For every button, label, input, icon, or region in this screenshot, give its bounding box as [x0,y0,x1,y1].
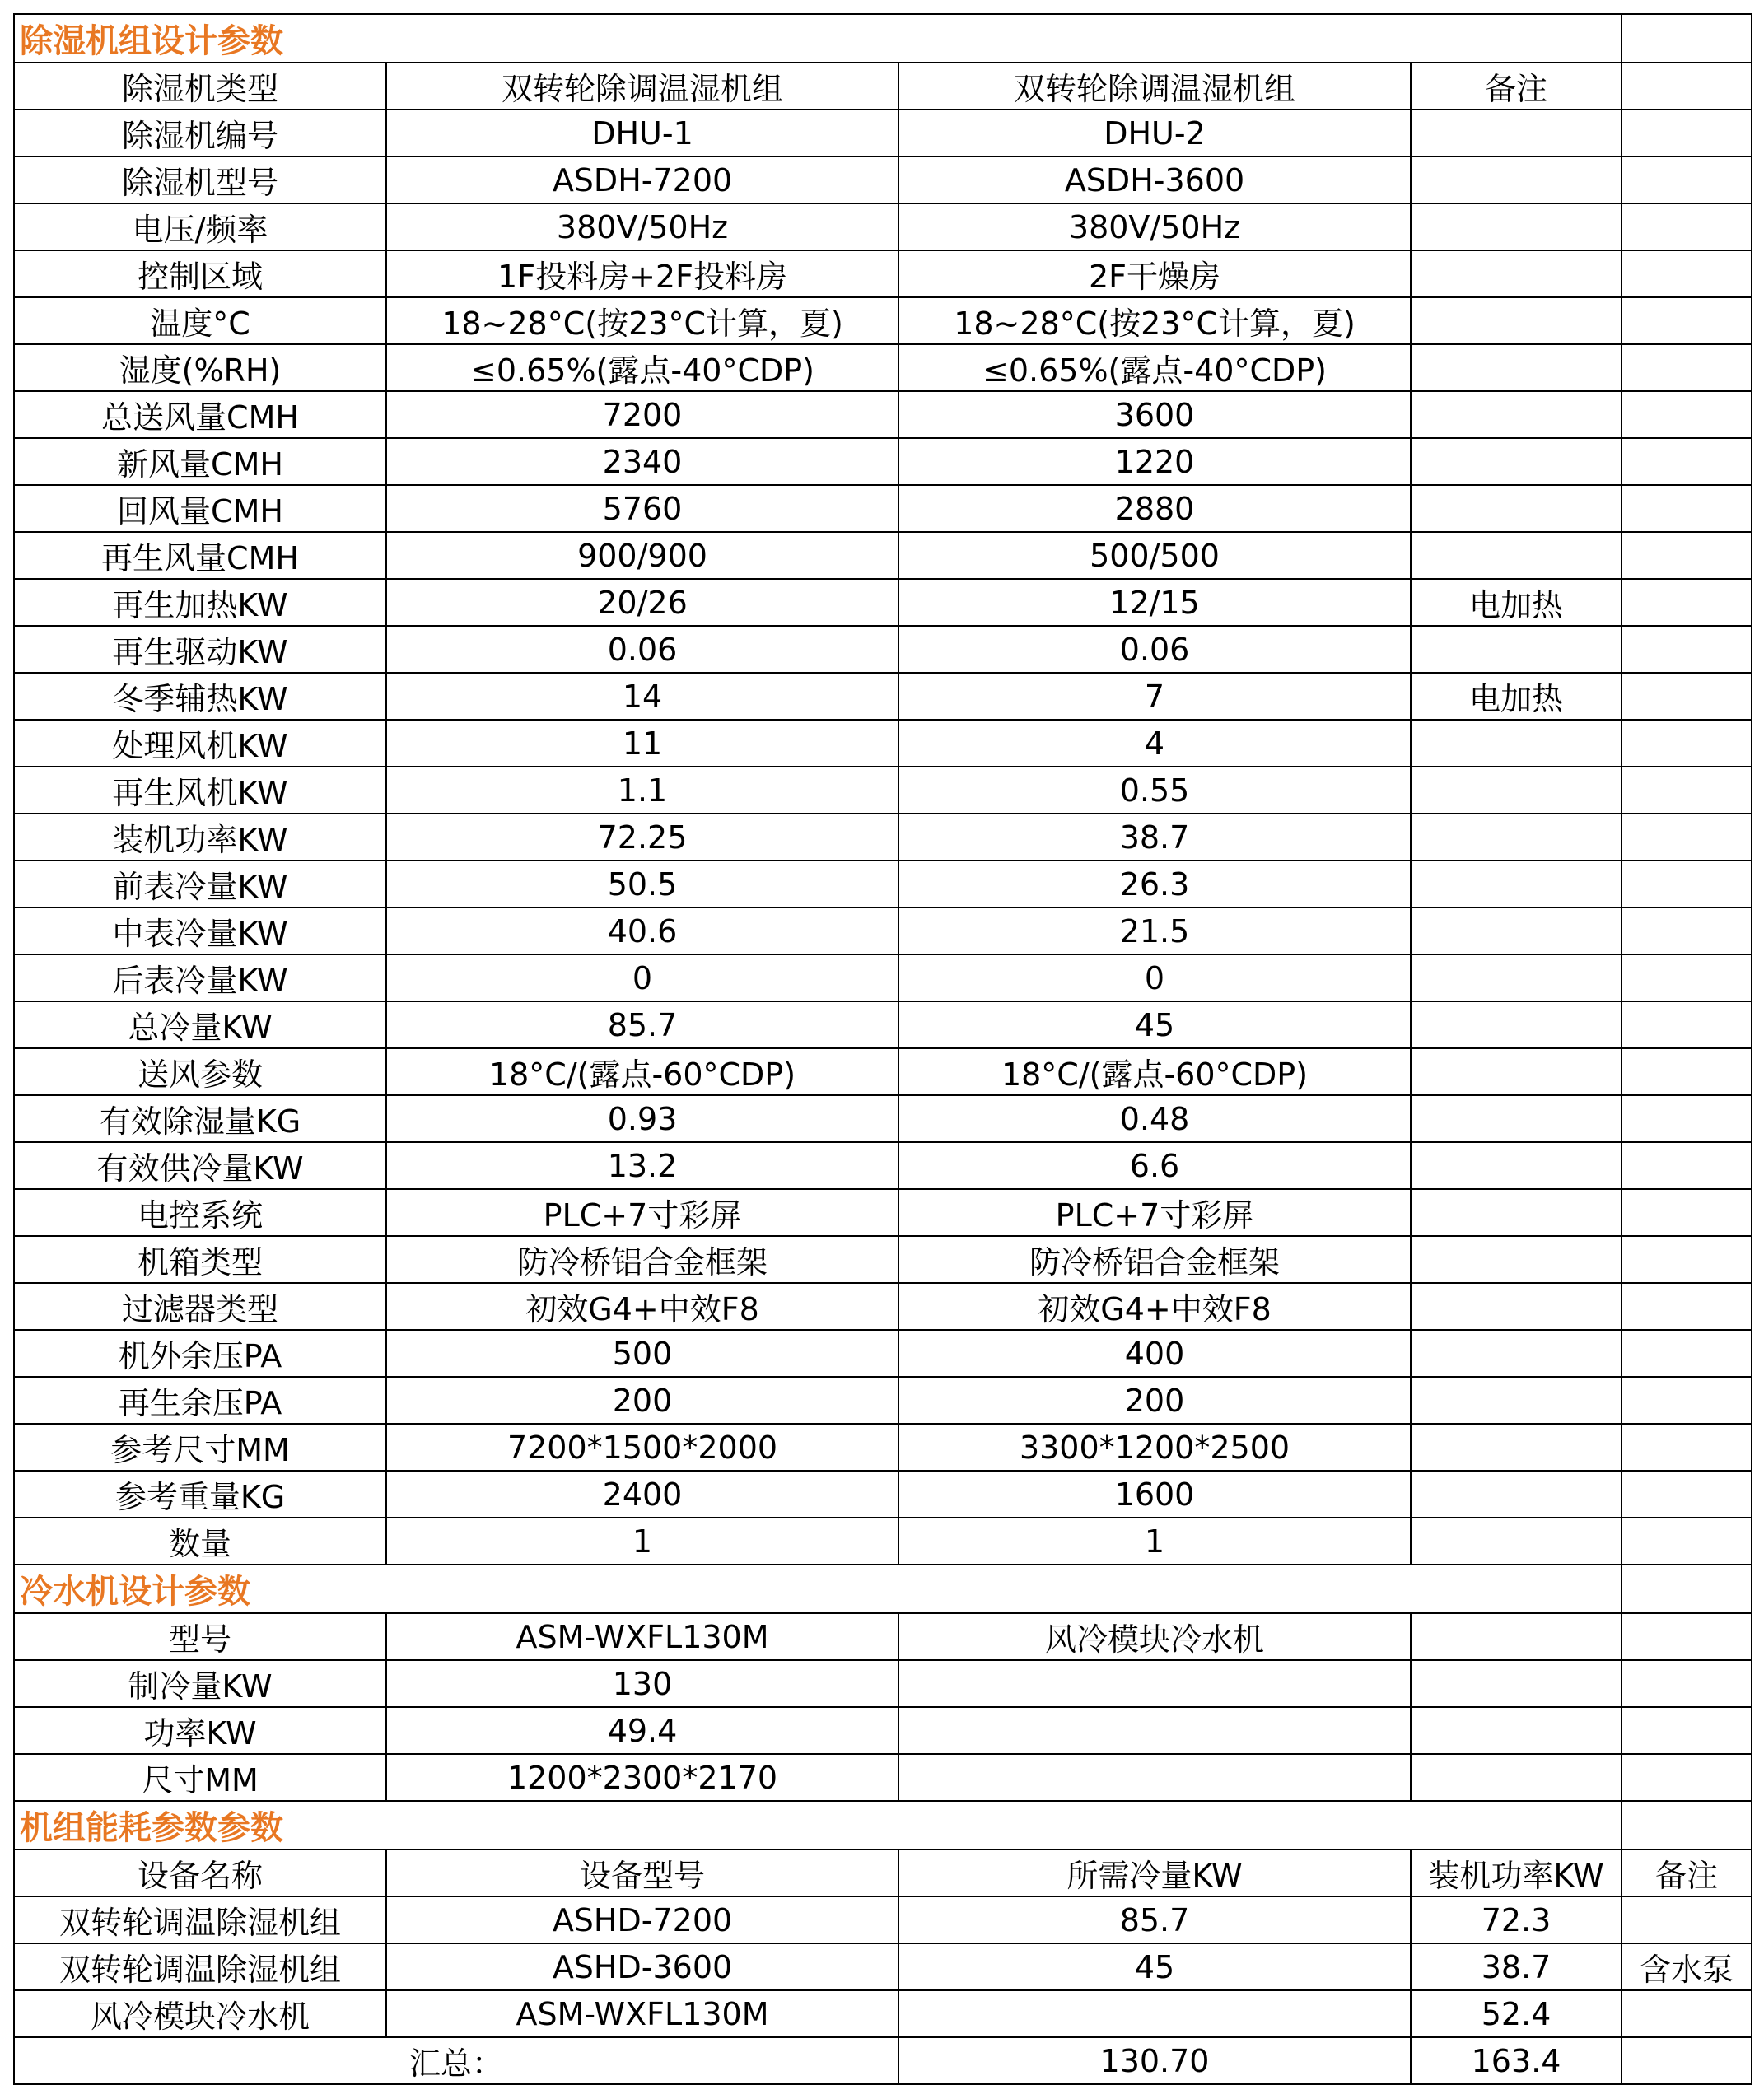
remark-cell[interactable] [1411,861,1622,907]
empty-cell[interactable] [1622,1660,1752,1707]
remark-cell[interactable] [1411,767,1622,814]
table-row [14,1754,1752,1801]
table-row [14,1896,1752,1943]
remark-cell[interactable]: 电加热 [1411,579,1622,626]
value-dhu-2[interactable]: 防冷桥铝合金框架 [898,1236,1411,1283]
table-row [14,720,1752,767]
empty-cell[interactable] [1622,1471,1752,1518]
value-dhu-2[interactable]: 2F干燥房 [898,250,1411,297]
empty-cell[interactable] [1622,1377,1752,1424]
remark-cell[interactable] [1411,1283,1622,1330]
value-dhu-1[interactable]: 7200*1500*2000 [386,1424,898,1471]
value-dhu-1[interactable]: 18~28°C(按23°C计算，夏) [386,297,898,344]
param-label[interactable]: 除湿机类型 [14,63,386,110]
value-dhu-1[interactable]: 2400 [386,1471,898,1518]
empty-cell[interactable] [1622,1189,1752,1236]
value-dhu-2[interactable]: 200 [898,1377,1411,1424]
value-dhu-2[interactable]: 12/15 [898,579,1411,626]
param-label[interactable]: 再生加热KW [14,579,386,626]
empty-cell[interactable] [1622,1048,1752,1095]
value-dhu-1[interactable]: 380V/50Hz [386,203,898,250]
value-dhu-2[interactable]: 500/500 [898,532,1411,579]
empty-cell[interactable] [1622,1424,1752,1471]
empty-cell[interactable] [1622,391,1752,438]
table-row [14,861,1752,907]
remark-cell[interactable] [1411,1754,1622,1801]
empty-cell[interactable] [1622,861,1752,907]
value-dhu-1[interactable]: 500 [386,1330,898,1377]
value-dhu-2[interactable]: 1600 [898,1471,1411,1518]
param-label[interactable]: 湿度(%RH) [14,344,386,391]
value-dhu-1[interactable]: 1.1 [386,767,898,814]
empty-cell[interactable] [1622,1754,1752,1801]
device-name[interactable]: 双转轮调温除湿机组 [14,1943,386,1990]
section-row-energy [14,1801,1752,1849]
section-title-chiller[interactable]: 冷水机设计参数 [14,1565,1622,1613]
value-dhu-1[interactable]: 18°C/(露点-60°CDP) [386,1048,898,1095]
param-label[interactable]: 型号 [14,1613,386,1660]
param-label[interactable]: 后表冷量KW [14,954,386,1001]
empty-cell[interactable] [1622,438,1752,485]
param-label[interactable]: 回风量CMH [14,485,386,532]
remark-cell[interactable] [1411,814,1622,861]
remark-cell[interactable] [1411,1189,1622,1236]
value-chiller[interactable]: ASM-WXFL130M [386,1613,898,1660]
value-dhu-1[interactable]: 13.2 [386,1142,898,1189]
remark-cell[interactable] [1411,250,1622,297]
table-row [14,250,1752,297]
table-row [14,767,1752,814]
value-chiller-type[interactable] [898,1660,1411,1707]
param-label[interactable]: 再生风量CMH [14,532,386,579]
value-dhu-2[interactable]: 45 [898,1001,1411,1048]
value-dhu-1[interactable]: 防冷桥铝合金框架 [386,1236,898,1283]
value-chiller-type[interactable] [898,1754,1411,1801]
value-dhu-2[interactable]: 26.3 [898,861,1411,907]
value-dhu-2[interactable]: 400 [898,1330,1411,1377]
value-dhu-2[interactable]: ≤0.65%(露点-40°CDP) [898,344,1411,391]
table-row [14,954,1752,1001]
param-label[interactable]: 中表冷量KW [14,907,386,954]
value-dhu-1[interactable]: 初效G4+中效F8 [386,1283,898,1330]
param-label[interactable]: 电控系统 [14,1189,386,1236]
remark-cell[interactable] [1411,1518,1622,1565]
value-dhu-2[interactable]: PLC+7寸彩屏 [898,1189,1411,1236]
value-dhu-1[interactable]: 0.93 [386,1095,898,1142]
value-dhu-1[interactable]: ≤0.65%(露点-40°CDP) [386,344,898,391]
empty-cell[interactable] [1622,203,1752,250]
empty-cell[interactable] [1622,63,1752,110]
remark-cell[interactable] [1411,907,1622,954]
empty-cell[interactable] [1622,14,1752,63]
value-dhu-2[interactable]: 21.5 [898,907,1411,954]
param-label[interactable]: 除湿机编号 [14,110,386,156]
param-label[interactable]: 制冷量KW [14,1660,386,1707]
empty-cell[interactable] [1622,110,1752,156]
empty-cell[interactable] [1622,250,1752,297]
table-row [14,1236,1752,1283]
device-name[interactable]: 风冷模块冷水机 [14,1990,386,2037]
empty-cell[interactable] [1622,1283,1752,1330]
table-row [14,156,1752,203]
remark-cell[interactable]: 含水泵 [1622,1943,1752,1990]
value-dhu-1[interactable]: ASDH-7200 [386,156,898,203]
table-row [14,1660,1752,1707]
table-row [14,1518,1752,1565]
empty-cell[interactable] [1622,297,1752,344]
value-dhu-2[interactable]: 18°C/(露点-60°CDP) [898,1048,1411,1095]
table-row [14,203,1752,250]
param-label[interactable]: 数量 [14,1518,386,1565]
installed-power[interactable]: 38.7 [1411,1943,1622,1990]
value-dhu-1[interactable]: 11 [386,720,898,767]
param-label[interactable]: 有效供冷量KW [14,1142,386,1189]
param-label[interactable]: 过滤器类型 [14,1283,386,1330]
section-row-dehumidifier [14,14,1752,63]
empty-cell[interactable] [1622,1801,1752,1849]
header-row [14,1849,1752,1896]
table-row [14,485,1752,532]
remark-cell[interactable] [1411,626,1622,673]
param-label[interactable]: 尺寸MM [14,1754,386,1801]
empty-cell[interactable] [1622,626,1752,673]
table-row [14,1001,1752,1048]
empty-cell[interactable] [1622,907,1752,954]
empty-cell[interactable] [1622,673,1752,720]
value-dhu-2[interactable]: 0 [898,954,1411,1001]
param-label[interactable]: 功率KW [14,1707,386,1754]
param-label[interactable]: 控制区域 [14,250,386,297]
remark-cell[interactable] [1411,156,1622,203]
empty-cell[interactable] [1622,720,1752,767]
value-dhu-2[interactable]: 0.48 [898,1095,1411,1142]
remark-cell[interactable] [1411,1707,1622,1754]
param-label[interactable]: 新风量CMH [14,438,386,485]
param-label[interactable]: 机箱类型 [14,1236,386,1283]
value-dhu-1[interactable]: 1F投料房+2F投料房 [386,250,898,297]
table-row [14,1095,1752,1142]
installed-power[interactable]: 72.3 [1411,1896,1622,1943]
empty-cell[interactable] [1622,532,1752,579]
table-row [14,1189,1752,1236]
param-label[interactable]: 温度°C [14,297,386,344]
remark-cell[interactable] [1411,1330,1622,1377]
param-label[interactable]: 机外余压PA [14,1330,386,1377]
value-dhu-1[interactable]: 2340 [386,438,898,485]
remark-cell[interactable] [1411,532,1622,579]
param-label[interactable]: 总送风量CMH [14,391,386,438]
table-row [14,626,1752,673]
table-row [14,814,1752,861]
total-power[interactable]: 163.4 [1411,2037,1622,2084]
param-label[interactable]: 再生余压PA [14,1377,386,1424]
value-dhu-1[interactable]: 0.06 [386,626,898,673]
remark-cell[interactable] [1411,1377,1622,1424]
empty-cell[interactable] [1622,485,1752,532]
value-dhu-1[interactable]: 双转轮除调温湿机组 [386,63,898,110]
value-dhu-1[interactable]: 85.7 [386,1001,898,1048]
remark-cell[interactable] [1411,1001,1622,1048]
empty-cell[interactable] [1622,954,1752,1001]
table-row [14,907,1752,954]
remark-cell[interactable] [1411,1660,1622,1707]
value-dhu-2[interactable]: 1220 [898,438,1411,485]
total-cooling[interactable]: 130.70 [898,2037,1411,2084]
param-label[interactable]: 总冷量KW [14,1001,386,1048]
param-label[interactable]: 处理风机KW [14,720,386,767]
value-dhu-1[interactable]: 5760 [386,485,898,532]
value-dhu-2[interactable]: 0.55 [898,767,1411,814]
param-label[interactable]: 冬季辅热KW [14,673,386,720]
device-name[interactable]: 双转轮调温除湿机组 [14,1896,386,1943]
table-row [14,344,1752,391]
empty-cell[interactable] [1622,2037,1752,2084]
cooling-required[interactable] [898,1990,1411,2037]
empty-cell[interactable] [1622,1707,1752,1754]
parameter-sheet [13,13,1752,2085]
param-label[interactable]: 参考尺寸MM [14,1424,386,1471]
value-dhu-1[interactable]: 50.5 [386,861,898,907]
table-row [14,532,1752,579]
device-model[interactable]: ASM-WXFL130M [386,1990,898,2037]
remark-cell[interactable] [1411,297,1622,344]
remark-cell[interactable] [1411,1613,1622,1660]
remark-cell[interactable] [1411,954,1622,1001]
remark-cell[interactable] [1622,1990,1752,2037]
value-dhu-1[interactable]: 14 [386,673,898,720]
cooling-required[interactable]: 85.7 [898,1896,1411,1943]
empty-cell[interactable] [1622,1613,1752,1660]
value-dhu-2[interactable]: 6.6 [898,1142,1411,1189]
remark-cell[interactable] [1411,1236,1622,1283]
value-dhu-2[interactable]: 38.7 [898,814,1411,861]
param-label[interactable]: 前表冷量KW [14,861,386,907]
value-chiller[interactable]: 49.4 [386,1707,898,1754]
param-label[interactable]: 参考重量KG [14,1471,386,1518]
remark-cell[interactable] [1411,1142,1622,1189]
param-label[interactable]: 再生驱动KW [14,626,386,673]
param-label[interactable]: 再生风机KW [14,767,386,814]
table-row [14,1048,1752,1095]
remark-cell[interactable] [1411,1424,1622,1471]
empty-cell[interactable] [1622,1142,1752,1189]
empty-cell[interactable] [1622,579,1752,626]
section-title-energy[interactable]: 机组能耗参数参数 [14,1801,1622,1849]
value-dhu-2[interactable]: 初效G4+中效F8 [898,1283,1411,1330]
value-dhu-2[interactable]: 1 [898,1518,1411,1565]
value-dhu-1[interactable]: 200 [386,1377,898,1424]
param-label[interactable]: 除湿机型号 [14,156,386,203]
value-dhu-1[interactable]: 1 [386,1518,898,1565]
header-device-model[interactable]: 设备型号 [386,1849,898,1896]
section-row-chiller [14,1565,1752,1613]
value-dhu-1[interactable]: 72.25 [386,814,898,861]
header-device-name[interactable]: 设备名称 [14,1849,386,1896]
empty-cell[interactable] [1622,1518,1752,1565]
value-dhu-2[interactable]: 3300*1200*2500 [898,1424,1411,1471]
empty-cell[interactable] [1622,814,1752,861]
installed-power[interactable]: 52.4 [1411,1990,1622,2037]
value-dhu-2[interactable]: 380V/50Hz [898,203,1411,250]
remark-cell[interactable] [1411,344,1622,391]
remark-cell[interactable] [1411,391,1622,438]
table-row [14,391,1752,438]
empty-cell[interactable] [1622,1236,1752,1283]
table-row [14,1471,1752,1518]
remark-cell[interactable] [1411,1471,1622,1518]
value-dhu-2[interactable]: 3600 [898,391,1411,438]
value-dhu-1[interactable]: 7200 [386,391,898,438]
table-row [14,1613,1752,1660]
empty-cell[interactable] [1622,767,1752,814]
remark-cell[interactable] [1411,485,1622,532]
value-dhu-1[interactable]: 20/26 [386,579,898,626]
table-row [14,438,1752,485]
param-label[interactable]: 电压/频率 [14,203,386,250]
remark-cell[interactable] [1411,438,1622,485]
value-chiller[interactable]: 1200*2300*2170 [386,1754,898,1801]
total-label[interactable]: 汇总： [14,2037,898,2084]
value-chiller-type[interactable] [898,1707,1411,1754]
value-dhu-2[interactable]: DHU-2 [898,110,1411,156]
value-dhu-2[interactable]: 4 [898,720,1411,767]
param-label[interactable]: 送风参数 [14,1048,386,1095]
table-row [14,1377,1752,1424]
table-row [14,1943,1752,1990]
header-cooling-required[interactable]: 所需冷量KW [898,1849,1411,1896]
remark-cell[interactable]: 电加热 [1411,673,1622,720]
value-dhu-1[interactable]: 900/900 [386,532,898,579]
device-model[interactable]: ASHD-3600 [386,1943,898,1990]
remark-cell[interactable] [1411,720,1622,767]
remark-cell[interactable] [1622,1896,1752,1943]
empty-cell[interactable] [1622,344,1752,391]
param-label[interactable]: 装机功率KW [14,814,386,861]
header-remark[interactable]: 备注 [1622,1849,1752,1896]
section-title-dehumidifier[interactable]: 除湿机组设计参数 [14,14,1622,63]
param-label[interactable]: 有效除湿量KG [14,1095,386,1142]
empty-cell[interactable] [1622,1095,1752,1142]
table-row [14,1990,1752,2037]
empty-cell[interactable] [1622,1565,1752,1613]
remark-cell[interactable]: 备注 [1411,63,1622,110]
table-row [14,1283,1752,1330]
table-row [14,110,1752,156]
table-row [14,1142,1752,1189]
value-dhu-2[interactable]: ASDH-3600 [898,156,1411,203]
value-dhu-2[interactable]: 18~28°C(按23°C计算，夏) [898,297,1411,344]
remark-cell[interactable] [1411,1048,1622,1095]
device-model[interactable]: ASHD-7200 [386,1896,898,1943]
value-dhu-2[interactable]: 0.06 [898,626,1411,673]
remark-cell[interactable] [1411,110,1622,156]
value-dhu-1[interactable]: 40.6 [386,907,898,954]
value-dhu-2[interactable]: 2880 [898,485,1411,532]
value-dhu-2[interactable]: 双转轮除调温湿机组 [898,63,1411,110]
table-row [14,1330,1752,1377]
cooling-required[interactable]: 45 [898,1943,1411,1990]
value-dhu-1[interactable]: DHU-1 [386,110,898,156]
table-row [14,579,1752,626]
value-dhu-1[interactable]: PLC+7寸彩屏 [386,1189,898,1236]
table-row [14,297,1752,344]
empty-cell[interactable] [1622,156,1752,203]
value-dhu-1[interactable]: 0 [386,954,898,1001]
remark-cell[interactable] [1411,1095,1622,1142]
total-row [14,2037,1752,2084]
header-installed-power[interactable]: 装机功率KW [1411,1849,1622,1896]
table-row [14,63,1752,110]
value-dhu-2[interactable]: 7 [898,673,1411,720]
value-chiller[interactable]: 130 [386,1660,898,1707]
table-row [14,673,1752,720]
empty-cell[interactable] [1622,1330,1752,1377]
table-row [14,1424,1752,1471]
value-chiller-type[interactable]: 风冷模块冷水机 [898,1613,1411,1660]
remark-cell[interactable] [1411,203,1622,250]
empty-cell[interactable] [1622,1001,1752,1048]
table-row [14,1707,1752,1754]
